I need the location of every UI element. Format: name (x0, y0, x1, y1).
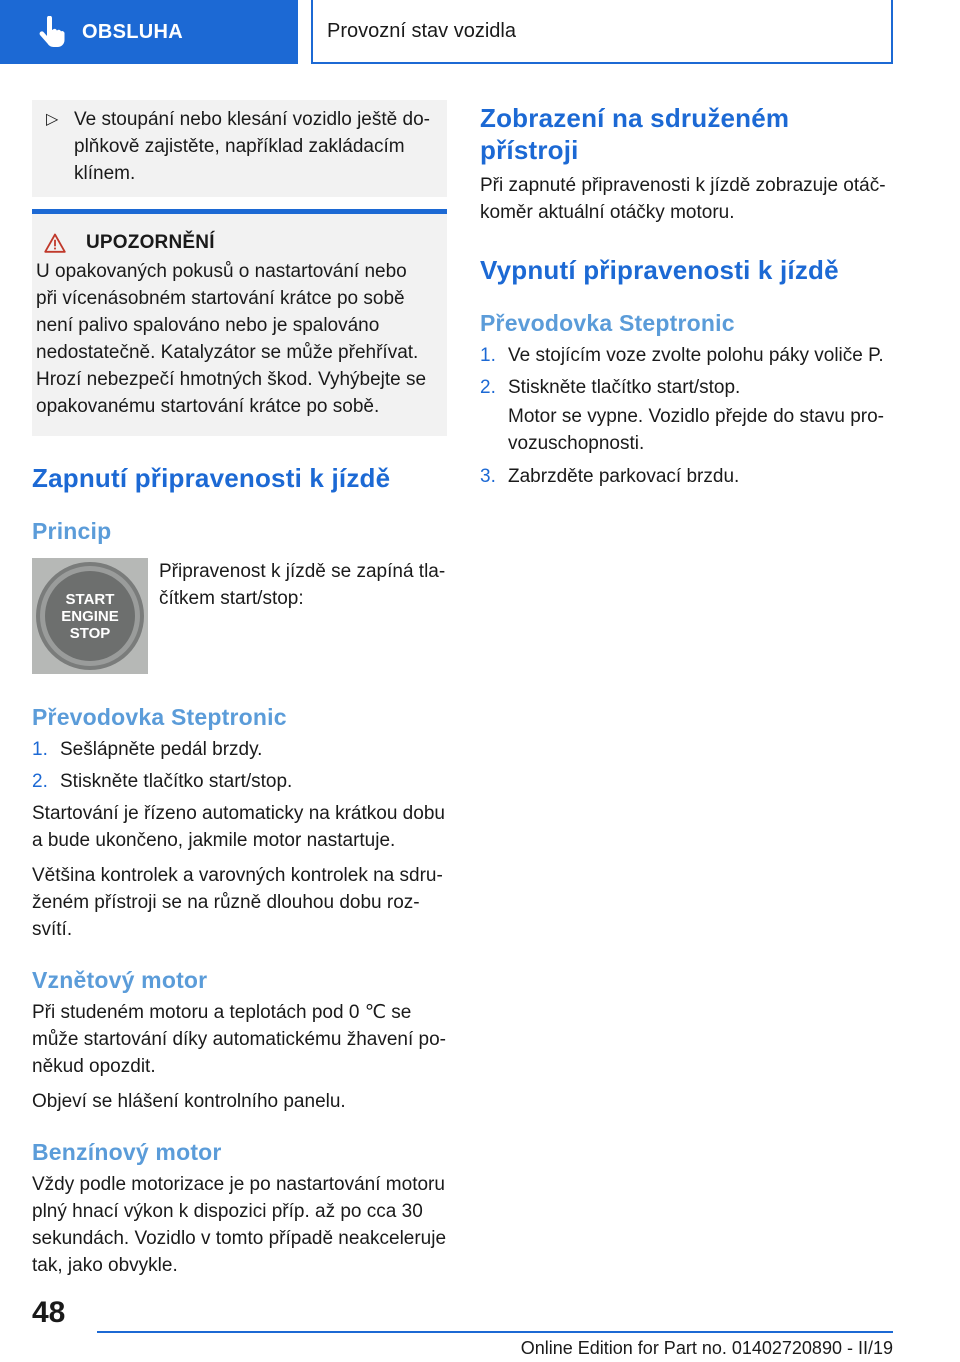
step-number: 2. (32, 771, 48, 792)
page-title: Provozní stav vozidla (327, 19, 516, 42)
step-text: Sešlápněte pedál brzdy. (60, 739, 263, 760)
paragraph: Objeví se hlášení kontrolního panelu. (32, 1091, 346, 1112)
list-item (480, 342, 895, 369)
right-column (480, 102, 895, 495)
paragraph: Při zapnuté připravenosti k jízdě zobrazuje otáčkoměr aktuální otáčky motoru. (480, 175, 886, 223)
step-number: 3. (480, 466, 496, 487)
triangle-bullet-icon: ▷ (46, 111, 59, 128)
paragraph: Většina kontrolek a varovných kontrolek na sdruženém přístroji se na různě dlouhou dobu rozsvítí. (32, 865, 443, 940)
page-number: 48 (32, 1296, 66, 1329)
note-text: Ve stoupání nebo klesání vozidlo ještě doplňkově zajistěte, například zakládacím klínem. (74, 109, 430, 184)
warning-box (32, 209, 447, 436)
footer-divider (97, 1331, 893, 1333)
button-image-line3: STOP (69, 625, 111, 642)
list-item (32, 768, 447, 795)
start-steps-list (32, 736, 447, 795)
list-item (480, 374, 895, 401)
steptronic-heading-stop: Převodovka Steptronic (480, 310, 735, 336)
steptronic-heading-start: Převodovka Steptronic (32, 704, 287, 730)
step-number: 1. (32, 739, 48, 760)
warning-triangle-icon (44, 233, 66, 253)
button-image-line1: START (65, 591, 115, 608)
step-number: 1. (480, 345, 496, 366)
step-text: Ve stojícím voze zvolte polohu páky voliče P. (508, 345, 884, 366)
petrol-heading: Benzínový motor (32, 1139, 222, 1165)
principle-text: Připravenost k jízdě se zapíná tlačítkem start/stop: (159, 561, 446, 609)
step-sub-text: Motor se vypne. Vozidlo přejde do stavu provozuschopnosti. (508, 406, 884, 454)
warning-header (44, 232, 433, 254)
list-item (32, 736, 447, 763)
list-item (480, 463, 895, 490)
paragraph: Při studeném motoru a teplotách pod 0 ℃ se může startování díky automatickému žhavení poněkud opozdit. (32, 1002, 446, 1077)
paragraph: Startování je řízeno automaticky na krátkou dobu a bude ukončeno, jakmile motor nastartuje. (32, 803, 445, 851)
step-number: 2. (480, 377, 496, 398)
section-heading-start: Zapnutí připravenosti k jízdě (32, 463, 391, 493)
warning-title: UPOZORNĚNÍ (86, 232, 215, 253)
paragraph: Vždy podle motorizace je po nastartování motoru plný hnací výkon k dispozici příp. až po cca 30 sekundách. Vozidlo v tomto případě neakceleruje tak, jako obvykle. (32, 1174, 447, 1276)
footer-edition: Online Edition for Part no. 01402720890 - II/19 (520, 1338, 893, 1358)
principle-block (32, 558, 447, 674)
warning-text: U opakovaných pokusů o nastartování nebo při vícenásobném startování krátce po sobě není palivo spalováno nebo je spalováno nedostatečně. Katalyzátor se může přehřívat. Hrozí nebezpečí hmotných škod. Vyhýbejte se opakovanému startování krátce po sobě. (36, 261, 427, 417)
diesel-heading: Vznětový motor (32, 967, 208, 993)
start-stop-button-image (32, 558, 148, 674)
button-image-line2: ENGINE (61, 608, 119, 625)
hand-pointer-icon (38, 16, 66, 48)
left-column (32, 102, 447, 1279)
page-header (311, 0, 893, 64)
section-label: OBSLUHA (82, 20, 183, 43)
step-text: Zabrzděte parkovací brzdu. (508, 466, 740, 487)
step-text: Stiskněte tlačítko start/stop. (508, 377, 741, 398)
step-text: Stiskněte tlačítko start/stop. (60, 771, 293, 792)
principle-heading: Princip (32, 518, 112, 544)
display-heading: Zobrazení na sdruženém přístroji (480, 103, 790, 165)
note-box (32, 100, 447, 197)
section-heading-stop: Vypnutí připravenosti k jízdě (480, 255, 839, 285)
section-tab (0, 0, 298, 64)
stop-steps-list (480, 342, 895, 490)
